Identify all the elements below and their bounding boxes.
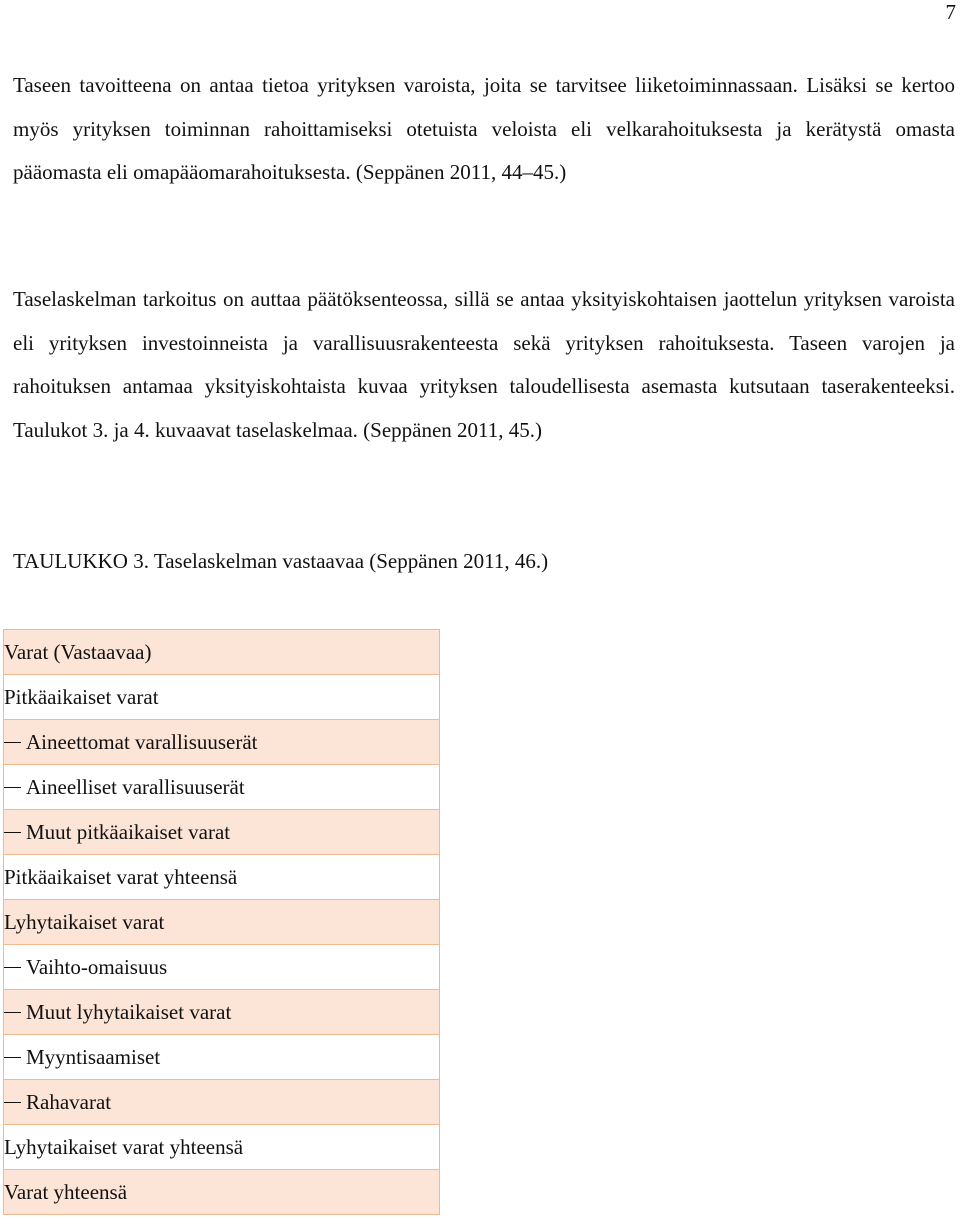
table-row <box>4 945 440 990</box>
row-other-current-assets <box>4 990 440 1035</box>
dash-bullet-icon <box>4 967 21 969</box>
table-row <box>4 720 440 765</box>
table-row <box>4 675 440 720</box>
row-intangible-assets <box>4 720 440 765</box>
table-caption: TAULUKKO 3. Taselaskelman vastaavaa (Seppänen 2011, 46.) <box>13 549 549 573</box>
row-label: Muut pitkäaikaiset varat <box>26 819 231 844</box>
row-label: Varat yhteensä <box>4 1179 128 1204</box>
table-row <box>4 1125 440 1170</box>
dash-bullet-icon <box>4 832 21 834</box>
row-assets-heading <box>4 630 440 675</box>
dash-bullet-icon <box>4 1102 21 1104</box>
table-row <box>4 765 440 810</box>
row-assets-total <box>4 1170 440 1215</box>
balance-sheet-assets-table <box>3 629 440 1215</box>
row-label: Rahavarat <box>26 1089 112 1114</box>
row-label: Pitkäaikaiset varat yhteensä <box>4 864 238 889</box>
table-row <box>4 1035 440 1080</box>
dash-bullet-icon <box>4 787 21 789</box>
row-tangible-assets <box>4 765 440 810</box>
row-label: Pitkäaikaiset varat <box>4 684 159 709</box>
page-number: 7 <box>945 0 956 24</box>
paragraph-balance-sheet-calculation: Taselaskelman tarkoitus on auttaa päätöksenteossa, sillä se antaa yksityiskohtaisen jaottelun yrityksen varoista eli yrityksen investoinneista ja varallisuusrakenteesta sekä yrityksen rahoituksesta. Taseen varojen ja rahoituksen antamaa yksityiskohtaista kuvaa yrityksen taloudellisesta asemasta kutsutaan taserakenteeksi. Taulukot 3. ja 4. kuvaavat taselaskelmaa. (Seppänen 2011, 45.) <box>13 287 955 442</box>
table-row <box>4 990 440 1035</box>
table-row <box>4 855 440 900</box>
dash-bullet-icon <box>4 1012 21 1014</box>
table-row <box>4 630 440 675</box>
row-label: Myyntisaamiset <box>26 1044 161 1069</box>
row-label: Varat (Vastaavaa) <box>4 639 152 664</box>
row-non-current-assets <box>4 675 440 720</box>
row-label: Aineelliset varallisuuserät <box>26 774 245 799</box>
row-current-assets <box>4 900 440 945</box>
row-inventory <box>4 945 440 990</box>
table-row <box>4 810 440 855</box>
row-non-current-assets-total <box>4 855 440 900</box>
row-label: Aineettomat varallisuuserät <box>26 729 258 754</box>
row-label: Muut lyhytaikaiset varat <box>26 999 232 1024</box>
table-row <box>4 900 440 945</box>
row-cash <box>4 1080 440 1125</box>
row-current-assets-total <box>4 1125 440 1170</box>
row-label: Vaihto-omaisuus <box>26 954 168 979</box>
row-label: Lyhytaikaiset varat yhteensä <box>4 1134 244 1159</box>
row-label: Lyhytaikaiset varat <box>4 909 165 934</box>
paragraph-balance-sheet-purpose: Taseen tavoitteena on antaa tietoa yrityksen varoista, joita se tarvitsee liiketoiminnassaan. Lisäksi se kertoo myös yrityksen toiminnan rahoittamiseksi otetuista veloista eli velkarahoituksesta ja kerätystä omasta pääomasta eli omapääomarahoituksesta. (Seppänen 2011, 44–45.) <box>13 73 955 184</box>
table-row <box>4 1080 440 1125</box>
dash-bullet-icon <box>4 742 21 744</box>
dash-bullet-icon <box>4 1057 21 1059</box>
row-receivables <box>4 1035 440 1080</box>
table-row <box>4 1170 440 1215</box>
row-other-non-current-assets <box>4 810 440 855</box>
